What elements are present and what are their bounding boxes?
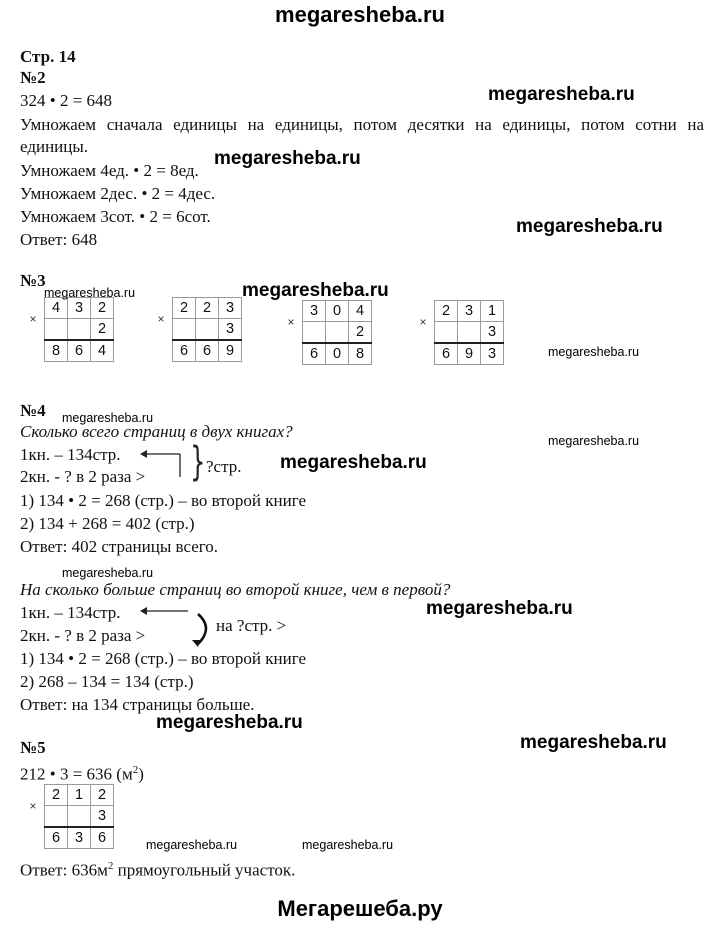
multiply-sign: × — [29, 311, 37, 326]
watermark: megaresheba.ru — [302, 838, 394, 852]
digit-cell: 6 — [196, 340, 219, 362]
digit-cell: 2 — [91, 785, 114, 806]
digit-cell — [45, 319, 68, 341]
watermark: megaresheba.ru — [280, 452, 427, 473]
digit-cell — [68, 806, 91, 828]
column-multiplication-1 — [22, 297, 114, 362]
watermark: megaresheba.ru — [242, 280, 389, 301]
task4-title: №4 — [20, 401, 46, 420]
task4-q2-step1: 1) 134 • 2 = 268 (стр.) – во второй книге — [20, 649, 307, 668]
watermark: megaresheba.ru — [146, 838, 238, 852]
page-number: Стр. 14 — [20, 47, 76, 66]
digit-cell: 6 — [173, 340, 196, 362]
task4-q1-step1: 1) 134 • 2 = 268 (стр.) – во второй книге — [20, 491, 307, 510]
digit-cell — [326, 322, 349, 344]
digit-cell: 1 — [481, 301, 504, 322]
digit-cell: 0 — [326, 301, 349, 322]
task4-q2-book2: 2кн. - ? в 2 раза > — [20, 626, 146, 645]
digit-cell: 6 — [91, 827, 114, 849]
task4-question2: На сколько больше страниц во второй книге, чем в первой? — [20, 580, 451, 599]
watermark: megaresheba.ru — [488, 84, 635, 105]
task4-q2-book1: 1кн. – 134стр. — [20, 603, 121, 622]
task4-q2-answer: Ответ: на 134 страницы больше. — [20, 695, 255, 714]
digit-cell: 3 — [481, 343, 504, 365]
digit-cell: 6 — [45, 827, 68, 849]
watermark: megaresheba.ru — [44, 286, 136, 300]
digit-cell: 2 — [91, 298, 114, 319]
watermark: megaresheba.ru — [62, 411, 154, 425]
task4-q1-answer: Ответ: 402 страницы всего. — [20, 537, 219, 556]
task4-q1-step2: 2) 134 + 268 = 402 (стр.) — [20, 514, 195, 533]
digit-cell: 2 — [45, 785, 68, 806]
task4-q2-brace-label: на ?стр. > — [216, 616, 287, 635]
column-multiplication-3 — [280, 300, 372, 365]
digit-cell: 1 — [68, 785, 91, 806]
column-multiplication-4 — [412, 300, 504, 365]
multiply-sign: × — [29, 798, 37, 813]
task2-explanation: Умножаем сначала единицы на единицы, потом десятки на единицы, потом сотни на единицы. — [20, 115, 704, 156]
task2-step1: Умножаем 4ед. • 2 = 8ед. — [20, 161, 199, 180]
watermark: megaresheba.ru — [548, 434, 640, 448]
column-multiplication-2 — [150, 297, 242, 362]
digit-cell: 6 — [303, 343, 326, 365]
watermark: megaresheba.ru — [426, 598, 573, 619]
digit-cell: 8 — [45, 340, 68, 362]
task2-title: №2 — [20, 68, 46, 87]
digit-cell: 6 — [435, 343, 458, 365]
brace-icon: } — [190, 439, 206, 485]
digit-cell: 3 — [219, 298, 242, 319]
multiply-sign: × — [157, 311, 165, 326]
task3-title: №3 — [20, 271, 46, 290]
digit-cell — [458, 322, 481, 344]
task4-q2-step2: 2) 268 – 134 = 134 (стр.) — [20, 672, 194, 691]
column-multiplication-5 — [22, 784, 114, 849]
digit-cell: 3 — [68, 827, 91, 849]
digit-cell: 8 — [349, 343, 372, 365]
multiply-sign: × — [287, 314, 295, 329]
task2-answer: Ответ: 648 — [20, 230, 98, 249]
curved-arrow-icon — [140, 604, 215, 649]
digit-cell: 4 — [45, 298, 68, 319]
task5-answer: Ответ: $636м^2$ прямоугольный участок. — [20, 860, 296, 880]
digit-cell — [173, 319, 196, 341]
task2-step2: Умножаем 2дес. • 2 = 4дес. — [20, 184, 216, 203]
digit-cell: 2 — [435, 301, 458, 322]
task4-q1-brace-label: ?стр. — [206, 457, 242, 476]
header-site-title: megaresheba.ru — [275, 2, 445, 27]
task4-question1: Сколько всего страниц в двух книгах? — [20, 422, 293, 441]
digit-cell: 3 — [91, 806, 114, 828]
digit-cell — [45, 806, 68, 828]
multiply-sign: × — [419, 314, 427, 329]
digit-cell: 2 — [196, 298, 219, 319]
digit-cell: 4 — [349, 301, 372, 322]
task4-q1-book1: 1кн. – 134стр. — [20, 445, 121, 464]
digit-cell: 0 — [326, 343, 349, 365]
watermark: megaresheba.ru — [214, 148, 361, 169]
digit-cell: 2 — [349, 322, 372, 344]
digit-cell: 3 — [303, 301, 326, 322]
digit-cell: 3 — [458, 301, 481, 322]
digit-cell: 9 — [219, 340, 242, 362]
watermark: megaresheba.ru — [516, 216, 663, 237]
digit-cell: 2 — [173, 298, 196, 319]
digit-cell — [303, 322, 326, 344]
watermark: megaresheba.ru — [520, 732, 667, 753]
task2-step3: Умножаем 3сот. • 2 = 6сот. — [20, 207, 211, 226]
digit-cell: 4 — [91, 340, 114, 362]
digit-cell — [435, 322, 458, 344]
digit-cell: 9 — [458, 343, 481, 365]
task5-expression: 212 • 3 = 636 $(м^2)$ — [20, 764, 144, 784]
task5-title: №5 — [20, 738, 46, 757]
watermark: megaresheba.ru — [156, 712, 303, 733]
digit-cell — [68, 319, 91, 341]
task4-q1-book2: 2кн. - ? в 2 раза > — [20, 467, 146, 486]
watermark: megaresheba.ru — [62, 566, 154, 580]
digit-cell: 3 — [481, 322, 504, 344]
digit-cell: 2 — [91, 319, 114, 341]
task2-expression: 324 • 2 = 648 — [20, 91, 113, 110]
footer-site-title: Мегарешеба.ру — [277, 896, 443, 921]
digit-cell — [196, 319, 219, 341]
watermark: megaresheba.ru — [548, 345, 640, 359]
digit-cell: 6 — [68, 340, 91, 362]
digit-cell: 3 — [219, 319, 242, 341]
digit-cell: 3 — [68, 298, 91, 319]
